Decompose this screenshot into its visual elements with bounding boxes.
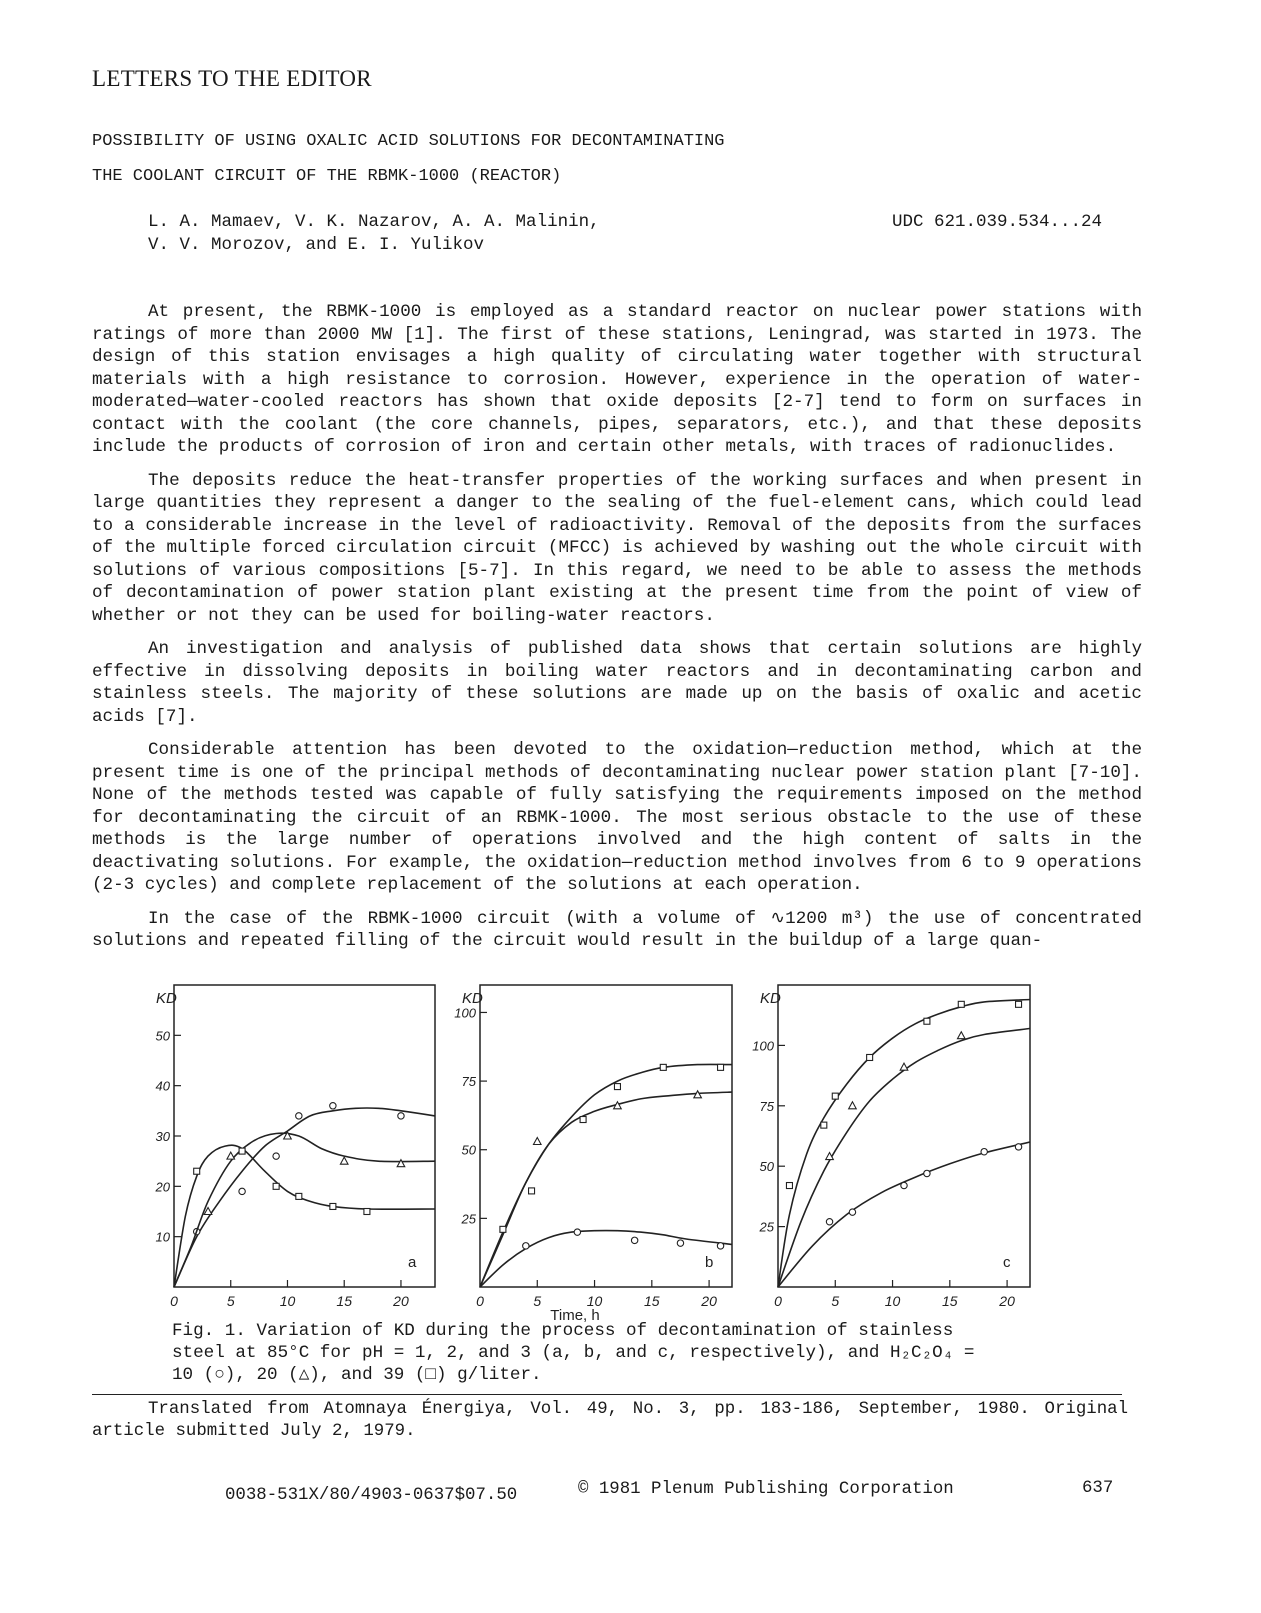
data-point-square (580, 1117, 586, 1123)
figure-caption (172, 1320, 1072, 1386)
data-point-circle (717, 1243, 723, 1249)
y-tick-label: 25 (759, 1219, 774, 1235)
data-point-square (718, 1064, 724, 1070)
x-tick-label: 10 (586, 1293, 603, 1309)
data-point-square (786, 1183, 792, 1189)
footnote-divider (92, 1394, 1122, 1395)
x-tick-label: 5 (533, 1293, 542, 1309)
data-point-triangle (533, 1137, 541, 1144)
y-tick-label: 50 (461, 1142, 476, 1158)
y-tick-label: 50 (155, 1028, 170, 1044)
y-axis-label: KD (760, 990, 781, 1007)
data-point-square (867, 1054, 873, 1060)
caption-line: steel at 85°C for pH = 1, 2, and 3 (a, b, and c, respectively), and H₂C₂O₄ = (172, 1343, 975, 1363)
data-point-circle (631, 1237, 637, 1243)
data-point-circle (901, 1182, 907, 1188)
data-point-square (239, 1148, 245, 1154)
data-point-circle (398, 1113, 404, 1119)
paragraph: At present, the RBMK-1000 is employed as a standard reactor on nuclear power stations with ratings of more than 2000 MW [1]. The first of these stations, Leningrad, was started in 1973. The design of this station envisages a high quality of circulating water together with structural materials with a high resistance to corrosion. However, experience in the operation of water-moderated—water-cooled reactors has shown that oxide deposits [2-7] tend to form on surfaces in contact with the coolant (the core channels, pipes, separators, etc.), and that these deposits include the products of corrosion of iron and certain other metals, with traces of radionuclides. (92, 302, 1142, 457)
x-tick-label: 20 (701, 1293, 717, 1309)
data-point-square (364, 1209, 370, 1215)
series-circle-curve (778, 1142, 1030, 1287)
data-point-triangle (227, 1152, 235, 1159)
copyright-notice: © 1981 Plenum Publishing Corporation (578, 1480, 954, 1499)
data-point-circle (574, 1229, 580, 1235)
panel-c (752, 985, 1030, 1309)
data-point-circle (1015, 1144, 1021, 1150)
data-point-circle (924, 1170, 930, 1176)
x-tick-label: 20 (999, 1293, 1015, 1309)
x-tick-label: 0 (774, 1293, 782, 1309)
article-body (92, 301, 1142, 964)
caption-line: Fig. 1. Variation of KD during the process of decontamination of stainless (172, 1321, 954, 1341)
x-tick-label: 15 (644, 1293, 660, 1309)
data-point-circle (273, 1153, 279, 1159)
x-tick-label: 5 (831, 1293, 840, 1309)
data-point-circle (296, 1113, 302, 1119)
x-tick-label: 10 (884, 1293, 901, 1309)
x-tick-label: 5 (226, 1293, 235, 1309)
y-tick-label: 30 (155, 1129, 170, 1144)
data-point-triangle (900, 1063, 908, 1070)
data-point-square (924, 1018, 930, 1024)
x-tick-label: 15 (336, 1293, 353, 1309)
data-point-circle (239, 1188, 245, 1194)
data-point-square (330, 1203, 336, 1209)
page-number: 637 (1082, 1479, 1114, 1498)
author-line-2: V. V. Morozov, and E. I. Yulikov (148, 235, 485, 255)
y-tick-label: 75 (759, 1098, 774, 1114)
author-line-1: L. A. Mamaev, V. K. Nazarov, A. A. Malinin, (148, 212, 600, 232)
x-axis-title: Time, h (550, 1307, 600, 1324)
figure-plots (0, 980, 1261, 1335)
x-tick-label: 20 (393, 1293, 409, 1309)
data-point-square (296, 1193, 302, 1199)
data-point-square (832, 1093, 838, 1099)
panel-a (155, 985, 435, 1309)
paragraph: The deposits reduce the heat-transfer properties of the working surfaces and when present in large quantities they represent a danger to the sealing of the fuel-element cans, which could lead to a considerable increase in the level of radioactivity. Removal of the deposits from the surfaces of the multiple forced circulation circuit (MFCC) is achieved by washing out the whole circuit with solutions of various compositions [5-7]. In this regard, we need to be able to assess the methods of decontamination of power station plant existing at the present time from the point of view of whether or not they can be used for boiling-water reactors. (92, 470, 1142, 626)
y-tick-label: 40 (155, 1078, 170, 1094)
paragraph: Considerable attention has been devoted to the oxidation—reduction method, which at the present time is one of the principal methods of decontaminating nuclear power station plant [7-10]. None of the methods tested was capable of fully satisfying the requirements imposed on the method for decontaminating the circuit of an RBMK-1000. The most serious obstacle to the use of these methods is the large number of operations involved and the high content of salts in the deactivating solutions. For example, the oxidation—reduction method involves from 6 to 9 operations (2-3 cycles) and complete replacement of the solutions at each operation. (92, 740, 1142, 895)
y-tick-label: 100 (752, 1038, 774, 1054)
y-tick-label: 10 (155, 1229, 170, 1245)
article-title-line-1: POSSIBILITY OF USING OXALIC ACID SOLUTIONS FOR DECONTAMINATING (92, 132, 725, 151)
y-tick-label: 75 (461, 1074, 476, 1090)
data-point-square (821, 1122, 827, 1128)
data-point-square (273, 1183, 279, 1189)
x-tick-label: 0 (170, 1293, 178, 1309)
series-circle-curve (480, 1231, 732, 1287)
data-point-square (1016, 1001, 1022, 1007)
y-tick-label: 100 (454, 1005, 476, 1021)
data-point-triangle (340, 1157, 348, 1164)
figure-1 (0, 980, 1261, 1335)
plot-frame (480, 985, 732, 1287)
series-circle-curve (174, 1108, 435, 1287)
y-tick-label: 25 (461, 1211, 476, 1227)
y-tick-label: 20 (155, 1179, 170, 1195)
article-title-line-2: THE COOLANT CIRCUIT OF THE RBMK-1000 (REACTOR) (92, 167, 562, 186)
article-code: 0038-531X/80/4903-0637$07.50 (225, 1486, 518, 1505)
data-point-circle (849, 1209, 855, 1215)
paragraph: An investigation and analysis of published data shows that certain solutions are highly effective in dissolving deposits in boiling water reactors and in decontaminating carbon and stainless steels. The majority of these solutions are made up on the basis of oxalic and acetic acids [7]. (92, 639, 1142, 727)
x-tick-label: 0 (476, 1293, 484, 1309)
plot-frame (174, 985, 435, 1287)
panel-b (454, 985, 732, 1309)
series-square-curve (174, 1145, 435, 1287)
data-point-square (614, 1084, 620, 1090)
caption-line: 10 (○), 20 (△), and 39 (□) g/liter. (172, 1365, 542, 1385)
data-point-circle (523, 1243, 529, 1249)
data-point-square (660, 1064, 666, 1070)
data-point-circle (330, 1103, 336, 1109)
y-axis-label: KD (462, 990, 483, 1007)
data-point-circle (677, 1240, 683, 1246)
y-tick-label: 50 (759, 1159, 774, 1175)
udc-code: UDC 621.039.534...24 (892, 212, 1103, 232)
x-tick-label: 15 (942, 1293, 958, 1309)
data-point-square (500, 1226, 506, 1232)
section-header: LETTERS TO THE EDITOR (92, 66, 372, 91)
panel-letter: b (705, 1254, 714, 1271)
data-point-triangle (957, 1032, 965, 1039)
data-point-square (529, 1188, 535, 1194)
data-point-circle (826, 1219, 832, 1225)
data-point-circle (981, 1149, 987, 1155)
translation-footnote: Translated from Atomnaya Énergiya, Vol. 49, No. 3, pp. 183-186, September, 1980. Original article submitted July 2, 1979. (92, 1400, 1128, 1441)
panel-letter: a (408, 1254, 417, 1271)
data-point-square (958, 1001, 964, 1007)
series-triangle-curve (480, 1092, 732, 1287)
series-square-curve (778, 1000, 1030, 1288)
data-point-triangle (849, 1102, 857, 1109)
paragraph: In the case of the RBMK-1000 circuit (with a volume of ∿1200 m³) the use of concentrated solutions and repeated filling of the circuit would result in the buildup of a large quan- (92, 908, 1142, 951)
y-axis-label: KD (156, 990, 177, 1007)
x-tick-label: 10 (279, 1293, 296, 1309)
panel-letter: c (1003, 1254, 1011, 1271)
data-point-square (194, 1168, 200, 1174)
